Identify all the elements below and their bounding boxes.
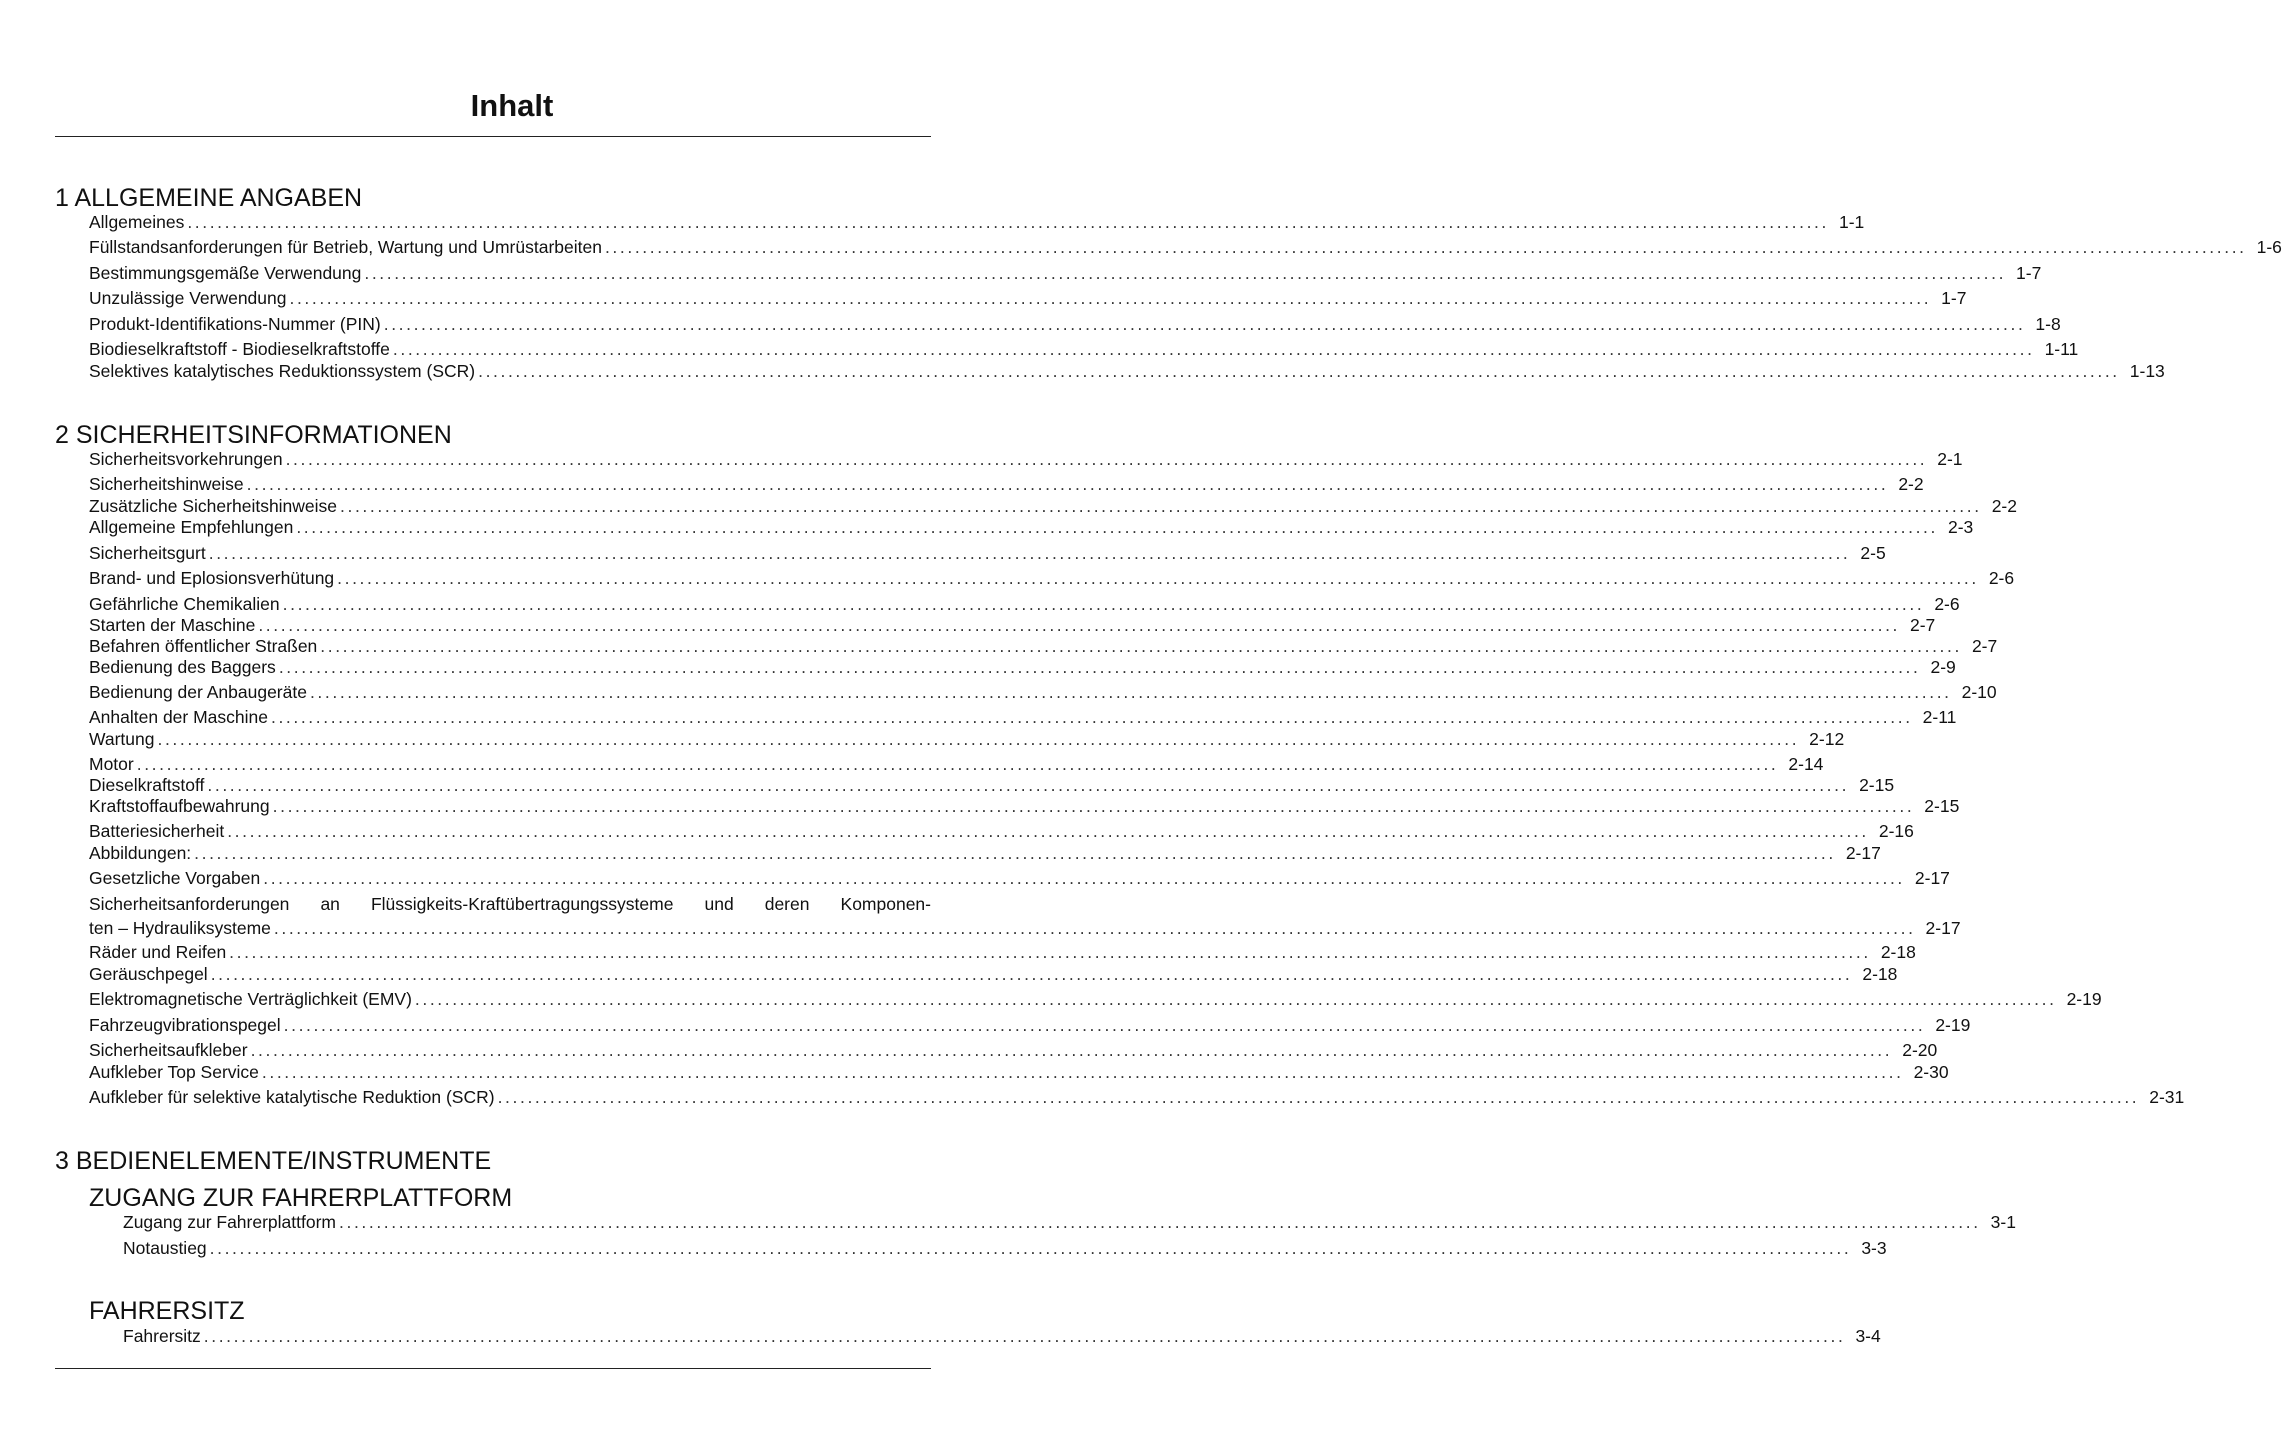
- subsection-heading: FAHRERSITZ: [89, 1297, 245, 1325]
- dot-leader: ............................................................................................................................................................................................................................: [261, 1062, 1904, 1082]
- toc-entry[interactable]: [89, 262, 2042, 284]
- entry-page: 2-6: [1934, 594, 1960, 614]
- subsection-heading: ZUGANG ZUR FAHRERPLATTFORM: [89, 1184, 513, 1212]
- entry-title: Aufkleber für selektive katalytische Reduktion (SCR): [89, 1087, 495, 1107]
- entry-page: 2-14: [1788, 754, 1824, 774]
- toc-entry[interactable]: [89, 495, 2017, 517]
- toc-entry[interactable]: [89, 681, 1997, 703]
- entry-page: 2-17: [1914, 868, 1950, 888]
- toc-entry[interactable]: [89, 635, 1998, 657]
- entry-title: Bedienung der Anbaugeräte: [89, 682, 307, 702]
- dot-leader: ............................................................................................................................................................................................................................: [194, 843, 1836, 863]
- entry-title: Dieselkraftstoff: [89, 775, 205, 795]
- dot-leader: ............................................................................................................................................................................................................................: [258, 615, 1900, 635]
- entry-page: 2-19: [2066, 989, 2102, 1009]
- entry-title: Sicherheitsaufkleber: [89, 1040, 248, 1060]
- dot-leader: ............................................................................................................................................................................................................................: [227, 821, 1869, 841]
- toc-entry[interactable]: [89, 941, 1916, 963]
- toc-entry[interactable]: [89, 542, 1886, 564]
- dot-leader: ............................................................................................................................................................................................................................: [497, 1087, 2140, 1107]
- dot-leader: ............................................................................................................................................................................................................................: [136, 754, 1779, 774]
- entry-title: Batteriesicherheit: [89, 821, 225, 841]
- entry-title: Sicherheitsanforderungen an Flüssigkeits-Kraftübertragungssysteme und deren Komponen-: [89, 894, 931, 914]
- entry-page: 3-4: [1855, 1326, 1881, 1346]
- entry-title: Abbildungen:: [89, 843, 192, 863]
- entry-title: Geräuschpegel: [89, 964, 208, 984]
- entry-title: Brand- und Eplosionsverhütung: [89, 568, 335, 588]
- dot-leader: ............................................................................................................................................................................................................................: [272, 796, 1915, 816]
- dot-leader: ............................................................................................................................................................................................................................: [414, 989, 2057, 1009]
- toc-entry[interactable]: [89, 820, 1914, 842]
- chapter-heading-3: 3 BEDIENELEMENTE/INSTRUMENTE: [55, 1147, 492, 1175]
- entry-page: 2-19: [1935, 1015, 1971, 1035]
- toc-entry[interactable]: [89, 211, 1865, 233]
- dot-leader: ............................................................................................................................................................................................................................: [364, 263, 2007, 283]
- entry-title: Biodieselkraftstoff - Biodieselkraftstoffe: [89, 339, 390, 359]
- entry-page: 2-9: [1930, 657, 1956, 677]
- entry-title: Bestimmungsgemäße Verwendung: [89, 263, 362, 283]
- toc-entry[interactable]: [89, 656, 1956, 678]
- toc-entry[interactable]: [89, 795, 1960, 817]
- entry-page: 2-16: [1878, 821, 1914, 841]
- entry-page: 2-20: [1902, 1040, 1938, 1060]
- entry-title: Räder und Reifen: [89, 942, 227, 962]
- entry-page: 2-11: [1922, 707, 1957, 727]
- entry-title: Anhalten der Maschine: [89, 707, 268, 727]
- toc-entry[interactable]: [89, 893, 1961, 939]
- dot-leader: ............................................................................................................................................................................................................................: [207, 775, 1850, 795]
- entry-page: 2-31: [2149, 1087, 2185, 1107]
- toc-entry[interactable]: [123, 1237, 1887, 1259]
- entry-title: Aufkleber Top Service: [89, 1062, 259, 1082]
- entry-title: Gefährliche Chemikalien: [89, 594, 280, 614]
- footer-divider: [55, 1368, 931, 1369]
- entry-title: Motor: [89, 754, 134, 774]
- dot-leader: ............................................................................................................................................................................................................................: [339, 1212, 1981, 1232]
- dot-leader: ............................................................................................................................................................................................................................: [309, 682, 1952, 702]
- entry-page: 2-30: [1913, 1062, 1949, 1082]
- entry-title: Sicherheitsvorkehrungen: [89, 449, 283, 469]
- entry-page: 3-1: [1990, 1212, 2016, 1232]
- entry-page: 1-7: [1941, 288, 1967, 308]
- toc-entry[interactable]: [89, 706, 1957, 728]
- toc-entry[interactable]: [89, 448, 1963, 470]
- dot-leader: ............................................................................................................................................................................................................................: [296, 517, 1938, 537]
- entry-title: Notaustieg: [123, 1238, 207, 1258]
- dot-leader: ............................................................................................................................................................................................................................: [210, 964, 1853, 984]
- dot-leader: ............................................................................................................................................................................................................................: [478, 361, 2120, 381]
- dot-leader: ............................................................................................................................................................................................................................: [337, 568, 1979, 588]
- dot-leader: ............................................................................................................................................................................................................................: [246, 474, 1889, 494]
- dot-leader: ............................................................................................................................................................................................................................: [271, 707, 1913, 727]
- toc-entry[interactable]: [89, 313, 2061, 335]
- entry-page: 2-3: [1947, 517, 1974, 537]
- entry-page: 2-7: [1910, 615, 1936, 635]
- dot-leader: ............................................................................................................................................................................................................................: [263, 868, 1905, 888]
- toc-entry[interactable]: [89, 1086, 2185, 1108]
- entry-title: Wartung: [89, 729, 155, 749]
- entry-page: 2-17: [1925, 918, 1961, 938]
- entry-page: 2-6: [1988, 568, 2015, 588]
- dot-leader: ............................................................................................................................................................................................................................: [283, 1015, 1926, 1035]
- dot-leader: ............................................................................................................................................................................................................................: [604, 237, 2247, 257]
- entry-page: 2-17: [1845, 843, 1881, 863]
- dot-leader: ............................................................................................................................................................................................................................: [278, 657, 1921, 677]
- toc-entry[interactable]: [89, 593, 1960, 615]
- entry-title: Sicherheitshinweise: [89, 474, 244, 494]
- toc-entry[interactable]: [89, 728, 1845, 750]
- toc-entry[interactable]: [123, 1325, 1881, 1347]
- entry-page: 1-6: [2256, 237, 2282, 257]
- dot-leader: ............................................................................................................................................................................................................................: [209, 1238, 1852, 1258]
- toc-entry[interactable]: [89, 842, 1881, 864]
- page-title: Inhalt: [470, 88, 554, 123]
- dot-leader: ............................................................................................................................................................................................................................: [282, 594, 1925, 614]
- entry-title: Produkt-Identifikations-Nummer (PIN): [89, 314, 381, 334]
- entry-title: Allgemeine Empfehlungen: [89, 517, 294, 537]
- toc-entry[interactable]: [89, 774, 1895, 796]
- dot-leader: ............................................................................................................................................................................................................................: [229, 942, 1871, 962]
- dot-leader: ............................................................................................................................................................................................................................: [208, 543, 1851, 563]
- toc-entry[interactable]: [89, 1039, 1938, 1061]
- entry-title: Sicherheitsgurt: [89, 543, 206, 563]
- entry-page: 3-3: [1861, 1238, 1887, 1258]
- dot-leader: ............................................................................................................................................................................................................................: [273, 918, 1916, 938]
- entry-page: 2-18: [1880, 942, 1916, 962]
- entry-title: Selektives katalytisches Reduktionssystem (SCR): [89, 361, 476, 381]
- entry-page: 2-12: [1809, 729, 1845, 749]
- entry-title: Allgemeines: [89, 212, 185, 232]
- entry-title: Fahrzeugvibrationspegel: [89, 1015, 281, 1035]
- dot-leader: ............................................................................................................................................................................................................................: [392, 339, 2035, 359]
- dot-leader: ............................................................................................................................................................................................................................: [383, 314, 2026, 334]
- dot-leader: ............................................................................................................................................................................................................................: [289, 288, 1932, 308]
- entry-page: 2-7: [1971, 636, 1998, 656]
- entry-page: 1-1: [1838, 212, 1865, 232]
- dot-leader: ............................................................................................................................................................................................................................: [187, 212, 1829, 232]
- dot-leader: ............................................................................................................................................................................................................................: [157, 729, 1800, 749]
- entry-title: Starten der Maschine: [89, 615, 256, 635]
- entry-title: Befahren öffentlicher Straßen: [89, 636, 318, 656]
- entry-title: Elektromagnetische Verträglichkeit (EMV): [89, 989, 412, 1009]
- chapter-heading-2: 2 SICHERHEITSINFORMATIONEN: [55, 421, 452, 449]
- toc-entry[interactable]: [89, 753, 1824, 775]
- dot-leader: ............................................................................................................................................................................................................................: [340, 496, 1982, 516]
- toc-entry[interactable]: [89, 1014, 1971, 1036]
- entry-page: 2-5: [1860, 543, 1886, 563]
- entry-title: Unzulässige Verwendung: [89, 288, 287, 308]
- entry-title: Zugang zur Fahrerplattform: [123, 1212, 337, 1232]
- entry-title: Gesetzliche Vorgaben: [89, 868, 261, 888]
- toc-entry[interactable]: [123, 1211, 2016, 1233]
- entry-page: 2-1: [1937, 449, 1963, 469]
- entry-page: 2-2: [1898, 474, 1924, 494]
- entry-page: 1-7: [2016, 263, 2042, 283]
- entry-page: 2-2: [1991, 496, 2017, 516]
- toc-entry[interactable]: [89, 360, 2165, 382]
- entry-page: 2-10: [1961, 682, 1997, 702]
- toc-entry[interactable]: [89, 236, 2282, 258]
- toc-entry[interactable]: [89, 988, 2102, 1010]
- toc-entry[interactable]: [89, 287, 1967, 309]
- entry-title-continued: ten – Hydrauliksysteme: [89, 918, 271, 938]
- dot-leader: ............................................................................................................................................................................................................................: [203, 1326, 1846, 1346]
- entry-title: Zusätzliche Sicherheitshinweise: [89, 496, 338, 516]
- entry-page: 1-13: [2129, 361, 2165, 381]
- toc-entry[interactable]: [89, 338, 2079, 360]
- entry-title: Füllstandsanforderungen für Betrieb, Wartung und Umrüstarbeiten: [89, 237, 602, 257]
- entry-page: 2-18: [1862, 964, 1898, 984]
- dot-leader: ............................................................................................................................................................................................................................: [250, 1040, 1893, 1060]
- entry-title: Kraftstoffaufbewahrung: [89, 796, 270, 816]
- entry-title: Bedienung des Baggers: [89, 657, 276, 677]
- dot-leader: ............................................................................................................................................................................................................................: [285, 449, 1928, 469]
- toc-entry[interactable]: [89, 614, 1936, 636]
- dot-leader: ............................................................................................................................................................................................................................: [320, 636, 1962, 656]
- entry-page: 2-15: [1859, 775, 1895, 795]
- chapter-heading-1: 1 ALLGEMEINE ANGABEN: [55, 184, 363, 212]
- header-divider: [55, 136, 931, 137]
- toc-entry[interactable]: [89, 516, 1974, 538]
- entry-page: 1-11: [2044, 339, 2079, 359]
- entry-page: 2-15: [1924, 796, 1960, 816]
- toc-entry[interactable]: [89, 1061, 1949, 1083]
- entry-page: 1-8: [2035, 314, 2061, 334]
- toc-entry[interactable]: [89, 473, 1924, 495]
- toc-entry[interactable]: [89, 567, 2015, 589]
- toc-entry[interactable]: [89, 963, 1898, 985]
- toc-entry[interactable]: [89, 867, 1950, 889]
- entry-title: Fahrersitz: [123, 1326, 201, 1346]
